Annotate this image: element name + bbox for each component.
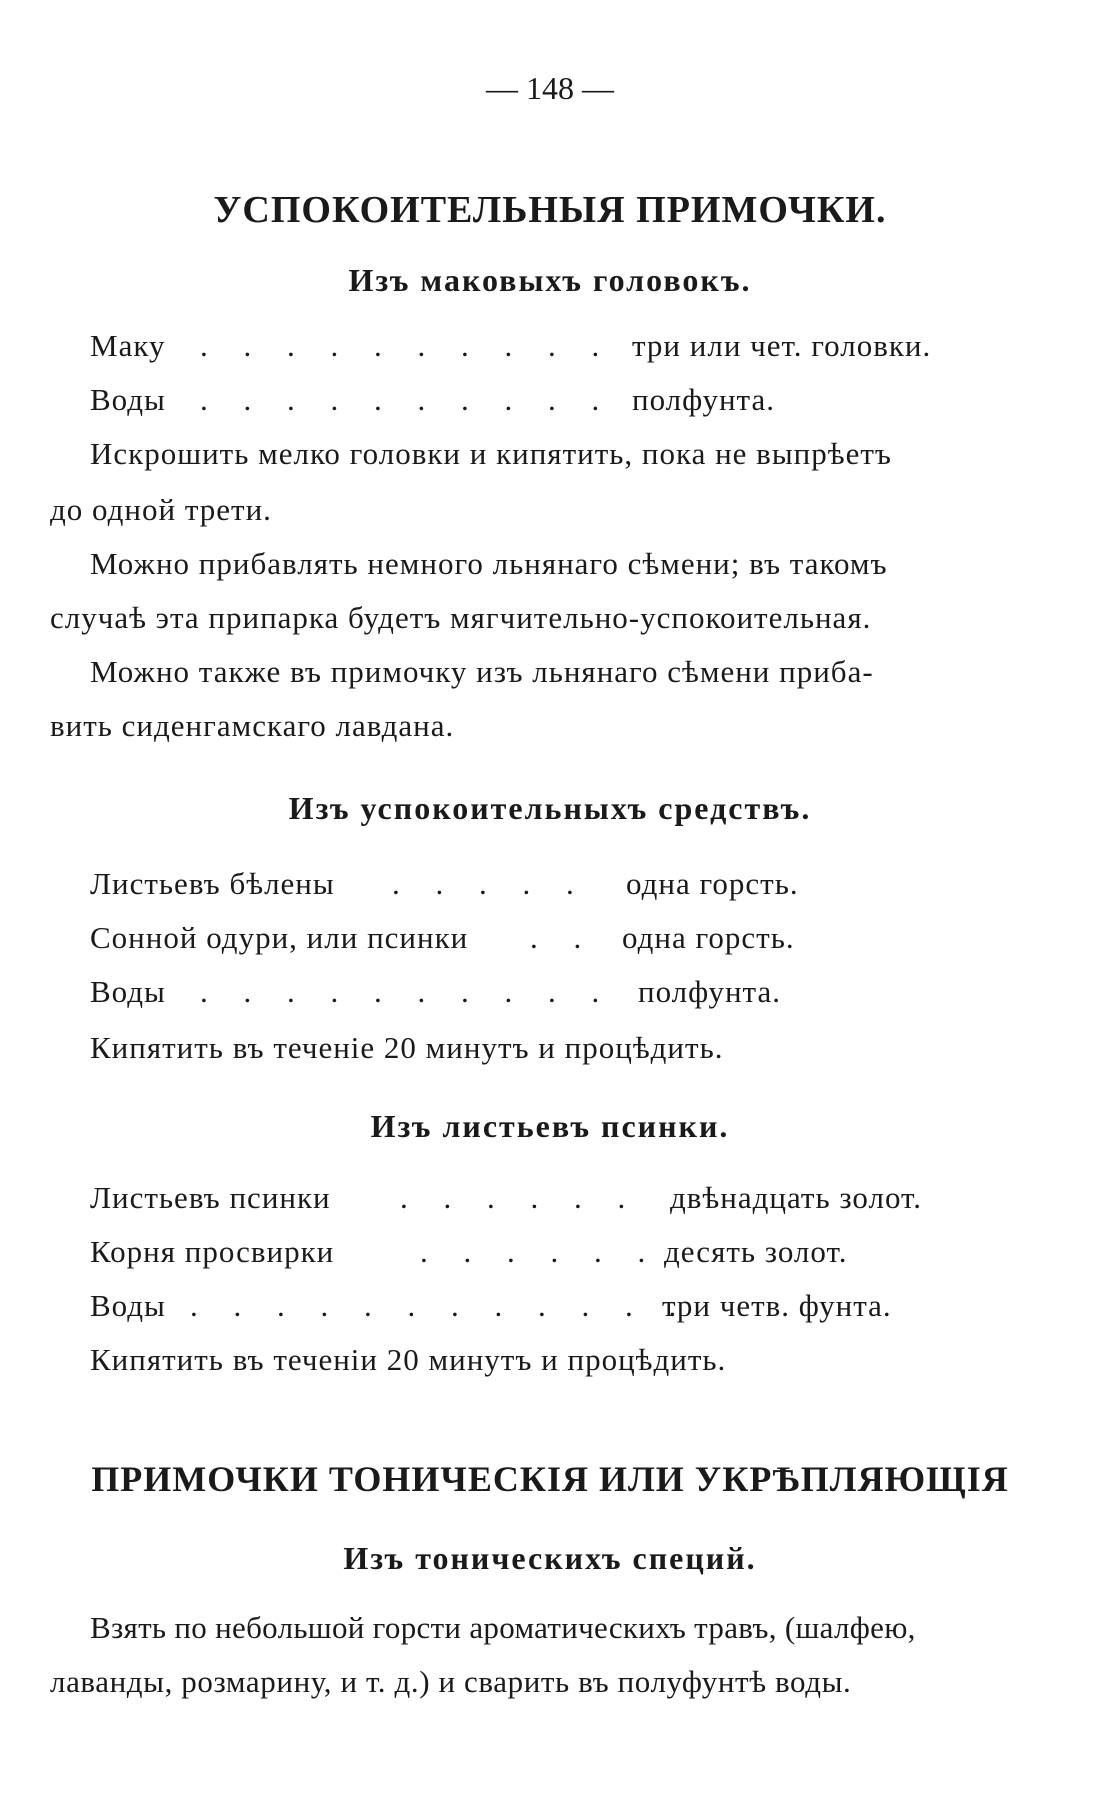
ingredient-name: Воды	[90, 974, 166, 1009]
paragraph-line: Можно прибавлять немного льнянаго сѣмени; въ такомъ	[90, 546, 888, 581]
ingredient-amount: одна горсть.	[626, 866, 799, 901]
paragraph-line: Взять по небольшой горсти ароматическихъ травъ, (шалфею,	[90, 1610, 916, 1645]
leader-dots: . . . . . .	[420, 1234, 660, 1269]
paragraph-line: Искрошить мелко головки и кипятить, пока не выпрѣетъ	[90, 436, 892, 471]
leader-dots: . . . . . . . . . . . .	[190, 1288, 691, 1323]
ingredient-amount: одна горсть.	[622, 920, 795, 955]
page-number: — 148 —	[486, 70, 614, 106]
paragraph-line: Можно также въ примочку изъ льнянаго сѣмени приба-	[90, 654, 874, 689]
subheading-poppy-heads: Изъ маковыхъ головокъ.	[348, 262, 752, 298]
section-title-tonic-lotions: ПРИМОЧКИ ТОНИЧЕСКІЯ ИЛИ УКРѢПЛЯЮЩІЯ	[91, 1459, 1009, 1499]
leader-dots: . . . . . .	[400, 1180, 640, 1215]
paragraph-line: лаванды, розмарину, и т. д.) и сварить въ полуфунтѣ воды.	[50, 1664, 852, 1699]
ingredient-amount: три четв. фунта.	[662, 1288, 892, 1323]
ingredient-name: Воды	[90, 382, 166, 417]
paragraph-line: до одной трети.	[50, 492, 272, 527]
leader-dots: . . . . . . . . . .	[200, 382, 614, 417]
ingredient-amount: двѣнадцать золот.	[670, 1180, 923, 1215]
ingredient-name: Корня просвирки	[90, 1234, 335, 1269]
ingredient-name: Сонной одури, или псинки	[90, 920, 469, 955]
ingredient-amount: полфунта.	[632, 382, 775, 417]
instruction-line: Кипятить въ теченіе 20 минутъ и процѣдить.	[90, 1030, 724, 1065]
ingredient-name: Листьевъ бѣлены	[90, 866, 335, 901]
ingredient-name: Воды	[90, 1288, 166, 1323]
paragraph-line: случаѣ эта припарка будетъ мягчительно-успокоительная.	[50, 600, 872, 635]
section-title-soothing-lotions: УСПОКОИТЕЛЬНЫЯ ПРИМОЧКИ.	[213, 189, 887, 231]
instruction-line: Кипятить въ теченіи 20 минутъ и процѣдить.	[90, 1342, 727, 1377]
paragraph-line: вить сиденгамскаго лавдана.	[50, 708, 455, 743]
leader-dots: . . . . . . . . . .	[200, 974, 614, 1009]
ingredient-amount: полфунта.	[638, 974, 781, 1009]
ingredient-amount: три или чет. головки.	[632, 328, 932, 363]
leader-dots: . . . . .	[392, 866, 588, 901]
leader-dots: . . . . . . . . . .	[200, 328, 614, 363]
ingredient-name: Листьевъ псинки	[90, 1180, 331, 1215]
leader-dots: . .	[530, 920, 596, 955]
subheading-henbane-leaves: Изъ листьевъ псинки.	[370, 1108, 730, 1144]
ingredient-name: Маку	[90, 328, 166, 363]
subheading-tonic-spices: Изъ тоническихъ специй.	[343, 1540, 757, 1576]
ingredient-amount: десять золот.	[664, 1234, 848, 1269]
subheading-soothing-remedies: Изъ успокоительныхъ средствъ.	[288, 790, 812, 826]
